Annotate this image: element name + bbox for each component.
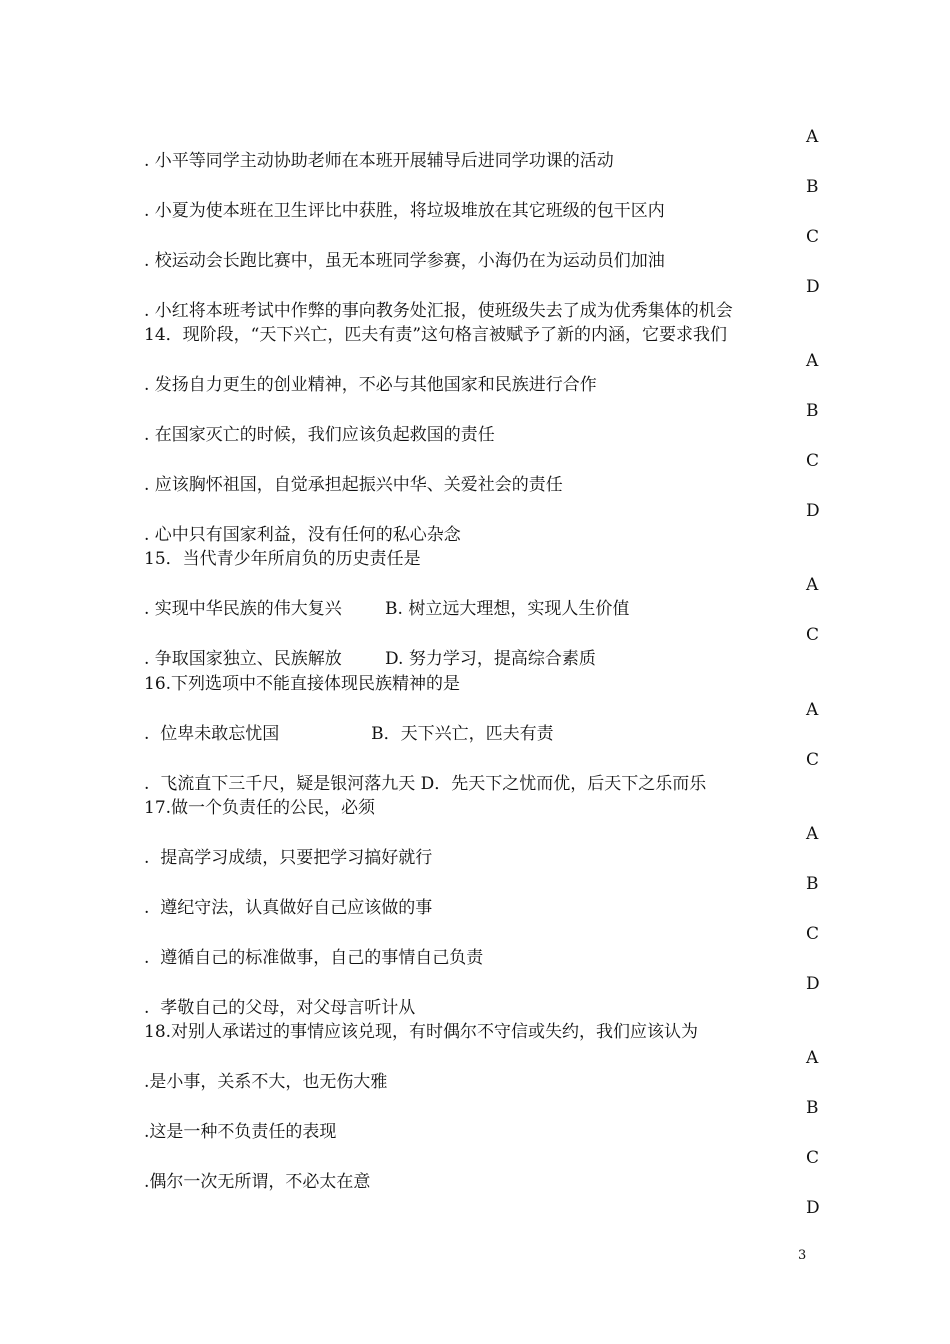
option-marker: B [806,1098,819,1118]
option-text: . 小夏为使本班在卫生评比中获胜，将垃圾堆放在其它班级的包干区内 [144,201,665,221]
page-number: 3 [798,1248,807,1263]
option-marker: D [806,277,820,297]
option-text: . 提高学习成绩，只要把学习搞好就行 [144,848,433,868]
option-text: . 实现中华民族的伟大复兴 B. 树立远大理想，实现人生价值 [144,599,630,619]
question-16: 16.下列选项中不能直接体现民族精神的是 [144,674,461,694]
option-marker: B [806,874,819,894]
option-marker: C [806,924,820,944]
option-marker: A [806,127,819,147]
option-marker: D [806,1198,820,1218]
option-text: .是小事，关系不大，也无伤大雅 [144,1072,388,1092]
option-text: . 飞流直下三千尺，疑是银河落九天 D．先天下之忧而优，后天下之乐而乐 [144,774,707,794]
option-text: . 应该胸怀祖国，自觉承担起振兴中华、关爱社会的责任 [144,475,563,495]
question-14: 14．现阶段，“天下兴亡，匹夫有责”这句格言被赋予了新的内涵，它要求我们 [144,325,728,345]
option-text: . 孝敬自己的父母，对父母言听计从 [144,998,416,1018]
option-marker: A [806,824,819,844]
option-marker: A [806,700,819,720]
option-marker: C [806,227,820,247]
option-text: . 遵循自己的标准做事，自己的事情自己负责 [144,948,484,968]
option-text: .这是一种不负责任的表现 [144,1122,337,1142]
option-text: . 发扬自力更生的创业精神，不必与其他国家和民族进行合作 [144,375,597,395]
option-marker: C [806,750,820,770]
option-text: . 争取国家独立、民族解放 D. 努力学习，提高综合素质 [144,649,596,669]
question-17: 17.做一个负责任的公民，必须 [144,798,376,818]
option-marker: B [806,177,819,197]
option-marker: C [806,451,820,471]
option-marker: A [806,575,819,595]
option-text: . 校运动会长跑比赛中，虽无本班同学参赛，小海仍在为运动员们加油 [144,251,665,271]
option-text: . 小红将本班考试中作弊的事向教务处汇报，使班级失去了成为优秀集体的机会 [144,301,733,321]
option-marker: D [806,974,820,994]
option-marker: C [806,1148,820,1168]
option-text: .偶尔一次无所谓，不必太在意 [144,1172,371,1192]
option-text: . 位卑未敢忘忧国 B．天下兴亡，匹夫有责 [144,724,554,744]
option-marker: D [806,501,820,521]
option-text: . 遵纪守法，认真做好自己应该做的事 [144,898,433,918]
option-marker: B [806,401,819,421]
option-marker: A [806,1048,819,1068]
question-15: 15．当代青少年所肩负的历史责任是 [144,549,421,569]
option-text: . 心中只有国家利益，没有任何的私心杂念 [144,525,461,545]
option-marker: C [806,625,820,645]
option-text: . 在国家灭亡的时候，我们应该负起救国的责任 [144,425,495,445]
option-marker: A [806,351,819,371]
question-18: 18.对别人承诺过的事情应该兑现，有时偶尔不守信或失约，我们应该认为 [144,1022,699,1042]
option-text: . 小平等同学主动协助老师在本班开展辅导后进同学功课的活动 [144,151,614,171]
